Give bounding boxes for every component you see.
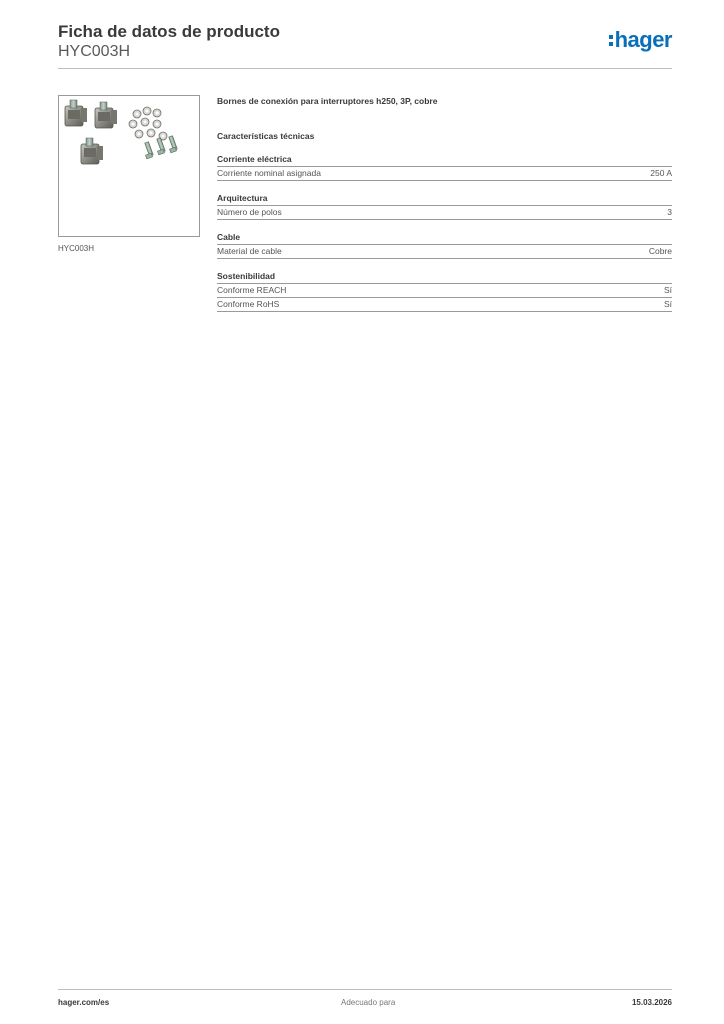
spec-group-title: Corriente eléctrica [217,154,672,167]
spec-group-architecture [217,193,672,220]
spec-label: Conforme REACH [217,285,287,295]
spec-value: 3 [667,207,672,217]
spec-value: Sí [663,285,672,295]
footer-website-link[interactable]: hager.com/es [58,998,110,1007]
spec-value: Sí [663,299,672,309]
spec-group-sustainability [217,271,672,312]
page-title: Ficha de datos de producto [58,22,280,41]
spec-label: Conforme RoHS [217,299,280,309]
spec-label: Material de cable [217,246,282,256]
spec-label: Corriente nominal asignada [217,168,321,178]
logo-dots-icon [609,35,613,46]
spec-sheet [217,95,672,312]
spec-value: Cobre [648,246,672,256]
spec-row [217,245,672,259]
product-description: Bornes de conexión para interruptores h250, 3P, cobre [217,96,438,106]
product-code: HYC003H [58,43,131,60]
spec-row [217,298,672,312]
image-caption: HYC003H [58,244,95,253]
footer-divider [58,989,672,990]
product-image [58,95,200,237]
connection-terminals-image [59,96,199,236]
footer-note: Adecuado para [341,998,396,1007]
spec-value: 250 A [650,168,672,178]
spec-row [217,167,672,181]
spec-group-title: Cable [217,232,672,245]
page-header [58,22,672,68]
logo-text: hager [614,27,672,52]
spec-group-electrical [217,154,672,181]
header-divider [58,68,672,69]
footer-date: 15.03.2026 [631,998,672,1007]
hager-logo [609,28,672,52]
spec-group-title: Sostenibilidad [217,271,672,284]
spec-row [217,206,672,220]
section-title: Características técnicas [217,131,315,141]
spec-label: Número de polos [217,207,282,217]
page-footer [58,998,672,1010]
spec-group-title: Arquitectura [217,193,672,206]
spec-group-cable [217,232,672,259]
spec-row [217,284,672,298]
